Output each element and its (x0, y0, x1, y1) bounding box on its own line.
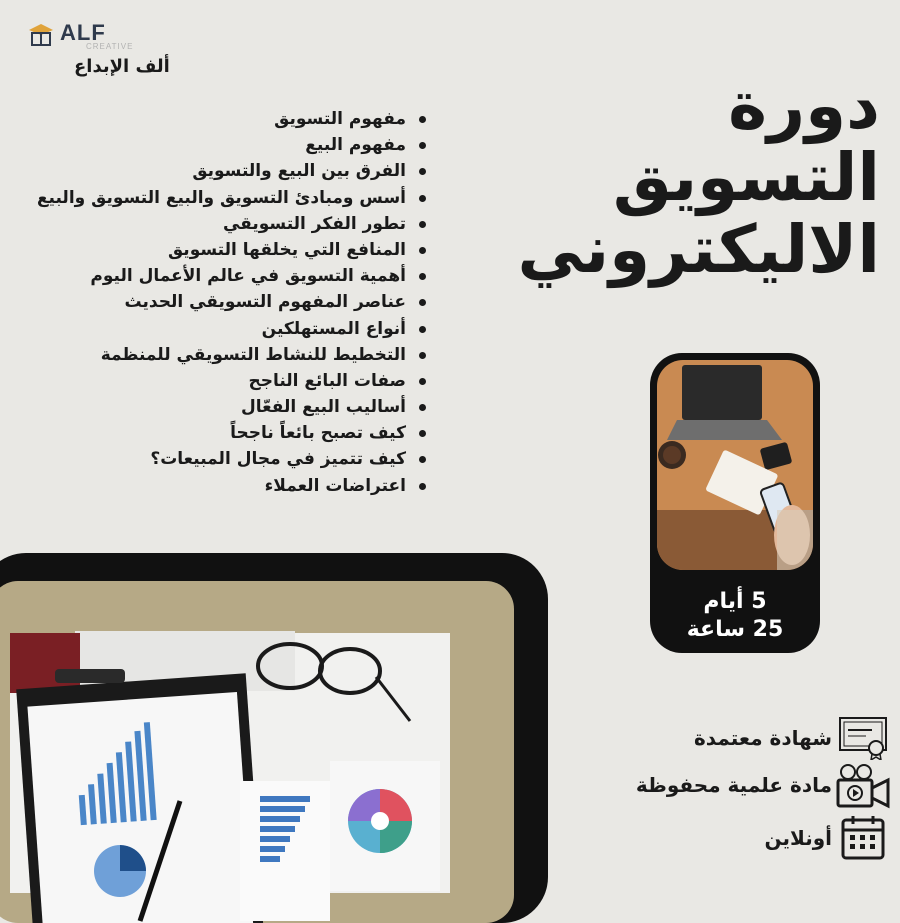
topic-item: أنواع المستهلكين (0, 316, 430, 342)
analytics-photo (0, 581, 514, 923)
topic-item: المنافع التي يخلقها التسويق (0, 237, 430, 263)
topic-item: كيف تتميز في مجال المبيعات؟ (0, 446, 430, 472)
topic-item: مفهوم البيع (0, 132, 430, 158)
brand-logo (28, 20, 188, 80)
duration-card (650, 353, 820, 653)
brand-subtitle: CREATIVE (86, 42, 134, 51)
duration-days: 5 أيام (703, 589, 767, 614)
title-line-2: التسويق (612, 139, 880, 216)
feature-online-label: أونلاين (764, 826, 832, 850)
laptop-desk-photo (657, 360, 813, 570)
duration-text (650, 588, 820, 644)
feature-certificate-label: شهادة معتمدة (693, 726, 832, 750)
video-camera-icon (836, 764, 890, 810)
feature-materials-label: مادة علمية محفوظة (635, 773, 832, 797)
topic-item: أهمية التسويق في عالم الأعمال اليوم (0, 263, 430, 289)
feature-online (765, 815, 833, 861)
topic-item: التخطيط للنشاط التسويقي للمنظمة (0, 342, 430, 368)
topic-item: الفرق بين البيع والتسويق (0, 158, 430, 184)
topic-item: كيف تصبح بائعاً ناجحاً (0, 420, 430, 446)
certificate-icon (838, 716, 888, 760)
title-line-3: الاليكتروني (517, 211, 880, 288)
brand-name: ALF (60, 20, 106, 45)
topic-item: اعتراضات العملاء (0, 473, 430, 499)
topic-item: أساليب البيع الفعّال (0, 394, 430, 420)
topics-list (0, 106, 430, 499)
topic-item: صفات البائع الناجح (0, 368, 430, 394)
feature-materials (636, 762, 832, 808)
course-title (517, 67, 880, 310)
topic-item: عناصر المفهوم التسويقي الحديث (0, 289, 430, 315)
brand-arabic-name: ألف الإبداع (74, 56, 170, 77)
topic-item: تطور الفكر التسويقي (0, 211, 430, 237)
analytics-photo-frame (0, 553, 548, 923)
feature-certificate (694, 715, 832, 761)
topic-item: مفهوم التسويق (0, 106, 430, 132)
duration-hours: 25 ساعة (686, 617, 784, 642)
title-line-1: دورة (728, 67, 880, 144)
calendar-icon (840, 814, 886, 862)
topic-item: أسس ومبادئ التسويق والبيع التسويق والبيع (0, 185, 430, 211)
graduation-book-icon (28, 22, 54, 48)
